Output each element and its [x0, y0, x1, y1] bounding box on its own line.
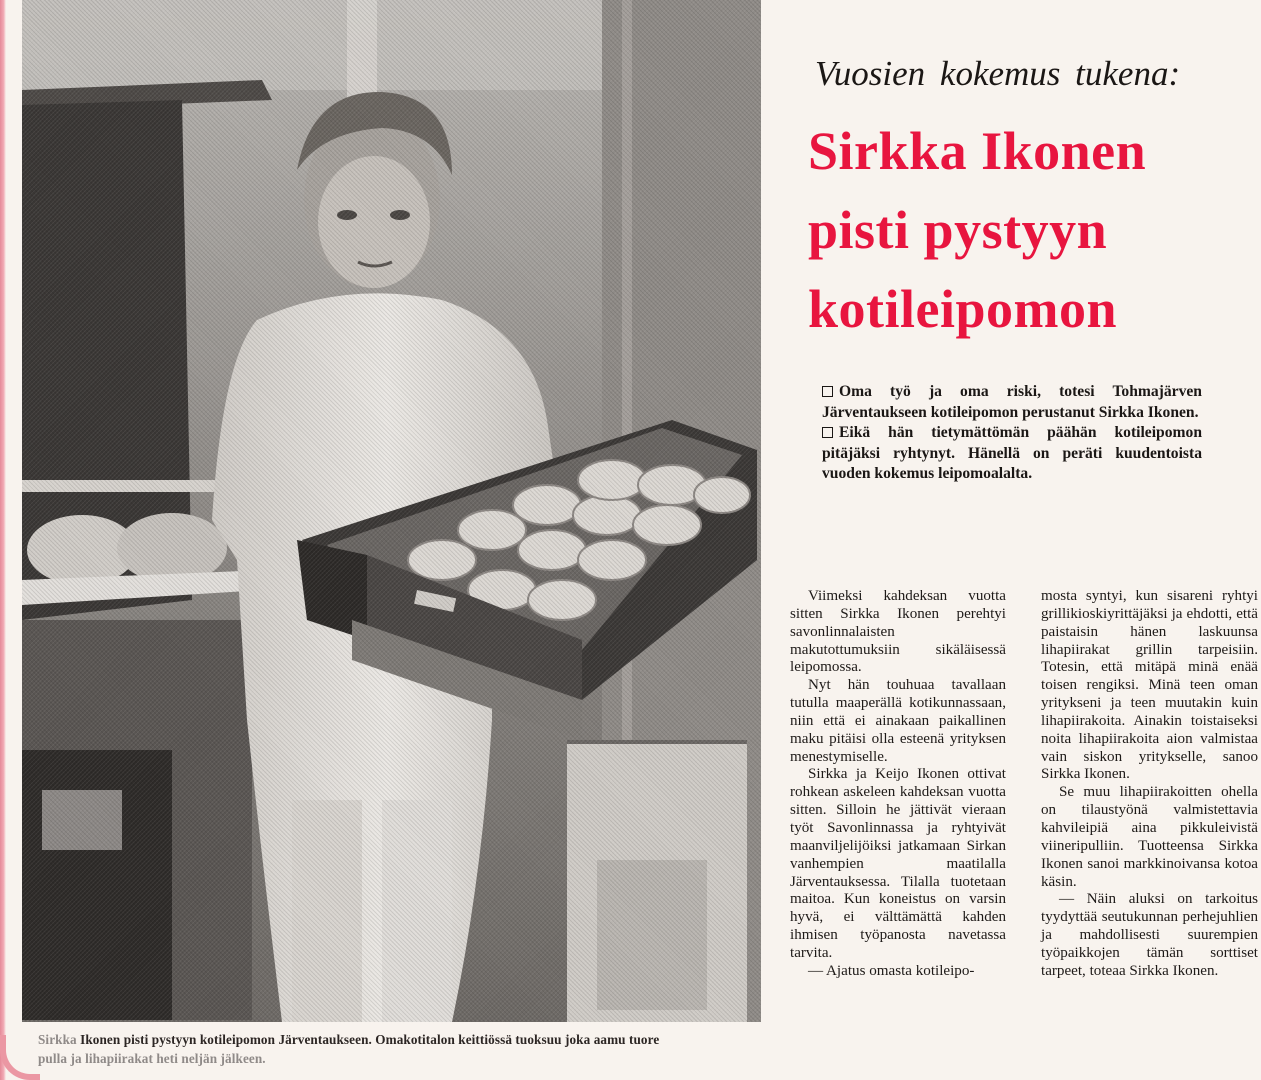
lead-text: Eikä hän tietymättömän päähän kotileipomon pitäjäksi ryhtynyt. Hänellä on peräti kuudentoista vuoden kokemus leipomoalalta. — [822, 424, 1202, 482]
headline-line: pisti pystyyn — [808, 200, 1108, 260]
lead-text: Oma työ ja oma riski, totesi Tohmajärven Järventaukseen kotileipomon perustanut Sirkka Ikonen. — [822, 383, 1202, 421]
body-paragraph: Se muu lihapiirakoitten ohella on tilaustyönä valmistettavia kahvileipiä aina pikkuleivistä viineripulliin. Tuotteensa Sirkka Ikonen sanoi markkinoivansa kotoa käsin. — [1041, 784, 1258, 890]
article-photo — [22, 0, 761, 1022]
body-column-2 — [1041, 588, 1258, 981]
caption-faded-start: Sirkka — [38, 1032, 77, 1047]
photo-caption — [38, 1030, 758, 1068]
body-paragraph: Nyt hän touhuaa tavallaan tutulla maaperällä kotikunnassaan, niin että ei ainakaan paikallinen maku pitäisi olla esteenä yrityksen menestymiselle. — [790, 677, 1006, 765]
square-bullet-icon — [822, 427, 833, 438]
page-corner-border — [0, 1035, 40, 1080]
article-headline — [808, 112, 1258, 349]
caption-line-2: pulla ja lihapiirakat heti neljän jälkeen. — [38, 1051, 266, 1066]
photo-illustration — [22, 0, 761, 1022]
body-paragraph: mosta syntyi, kun sisareni ryhtyi grillikioskiyrittäjäksi ja ehdotti, että paistaisin hänen laskuunsa lihapiirakat grillin tarpeisiin. Totesin, että mitäpä minä enää toisen rengiksi. Minä teen oman yritykseni ja teen muutakin kuin lihapiirakoita. Ainakin toistaiseksi noita lihapiirakoita aion valmistaa vain siskon yritykselle, sanoo Sirkka Ikonen. — [1041, 588, 1258, 783]
headline-line: Sirkka Ikonen — [808, 121, 1147, 181]
article-kicker: Vuosien kokemus tukena: — [815, 54, 1181, 93]
body-column-1 — [790, 588, 1006, 981]
caption-line-1 — [38, 1030, 758, 1049]
lead-paragraph — [822, 382, 1202, 423]
body-paragraph: — Ajatus omasta kotileipo- — [808, 962, 975, 979]
square-bullet-icon — [822, 386, 833, 397]
body-paragraph: Sirkka ja Keijo Ikonen ottivat rohkean askeleen kahdeksan vuotta sitten. Silloin he jättivät vieraan työt Savonlinnassa ja ryhtyivät maanviljelijöiksi jatkamaan Sirkan vanhempien maatilalla Järventauksessa. Tilalla tuotetaan maitoa. Kun koneistus on varsin hyvä, ei välttämättä kahden ihmisen työpanosta navetassa tarvita. — [790, 766, 1006, 961]
body-paragraph: Viimeksi kahdeksan vuotta sitten Sirkka Ikonen perehtyi savonlinnalaisten makutottumuksiin sikäläisessä leipomossa. — [790, 588, 1006, 676]
caption-text: Ikonen pisti pystyyn kotileipomon Järventaukseen. Omakotitalon keittiössä tuoksuu joka aamu tuore — [76, 1032, 660, 1047]
lead-paragraph — [822, 423, 1202, 485]
page-edge-border — [0, 0, 6, 1080]
body-paragraph: — Näin aluksi on tarkoitus tyydyttää seutukunnan perhejuhlien ja mahdollisesti suurempien työpaikkojen tämän sorttiset tarpeet, toteaa Sirkka Ikonen. — [1041, 891, 1258, 979]
headline-line: kotileipomon — [808, 279, 1118, 339]
article-lead — [822, 382, 1202, 485]
